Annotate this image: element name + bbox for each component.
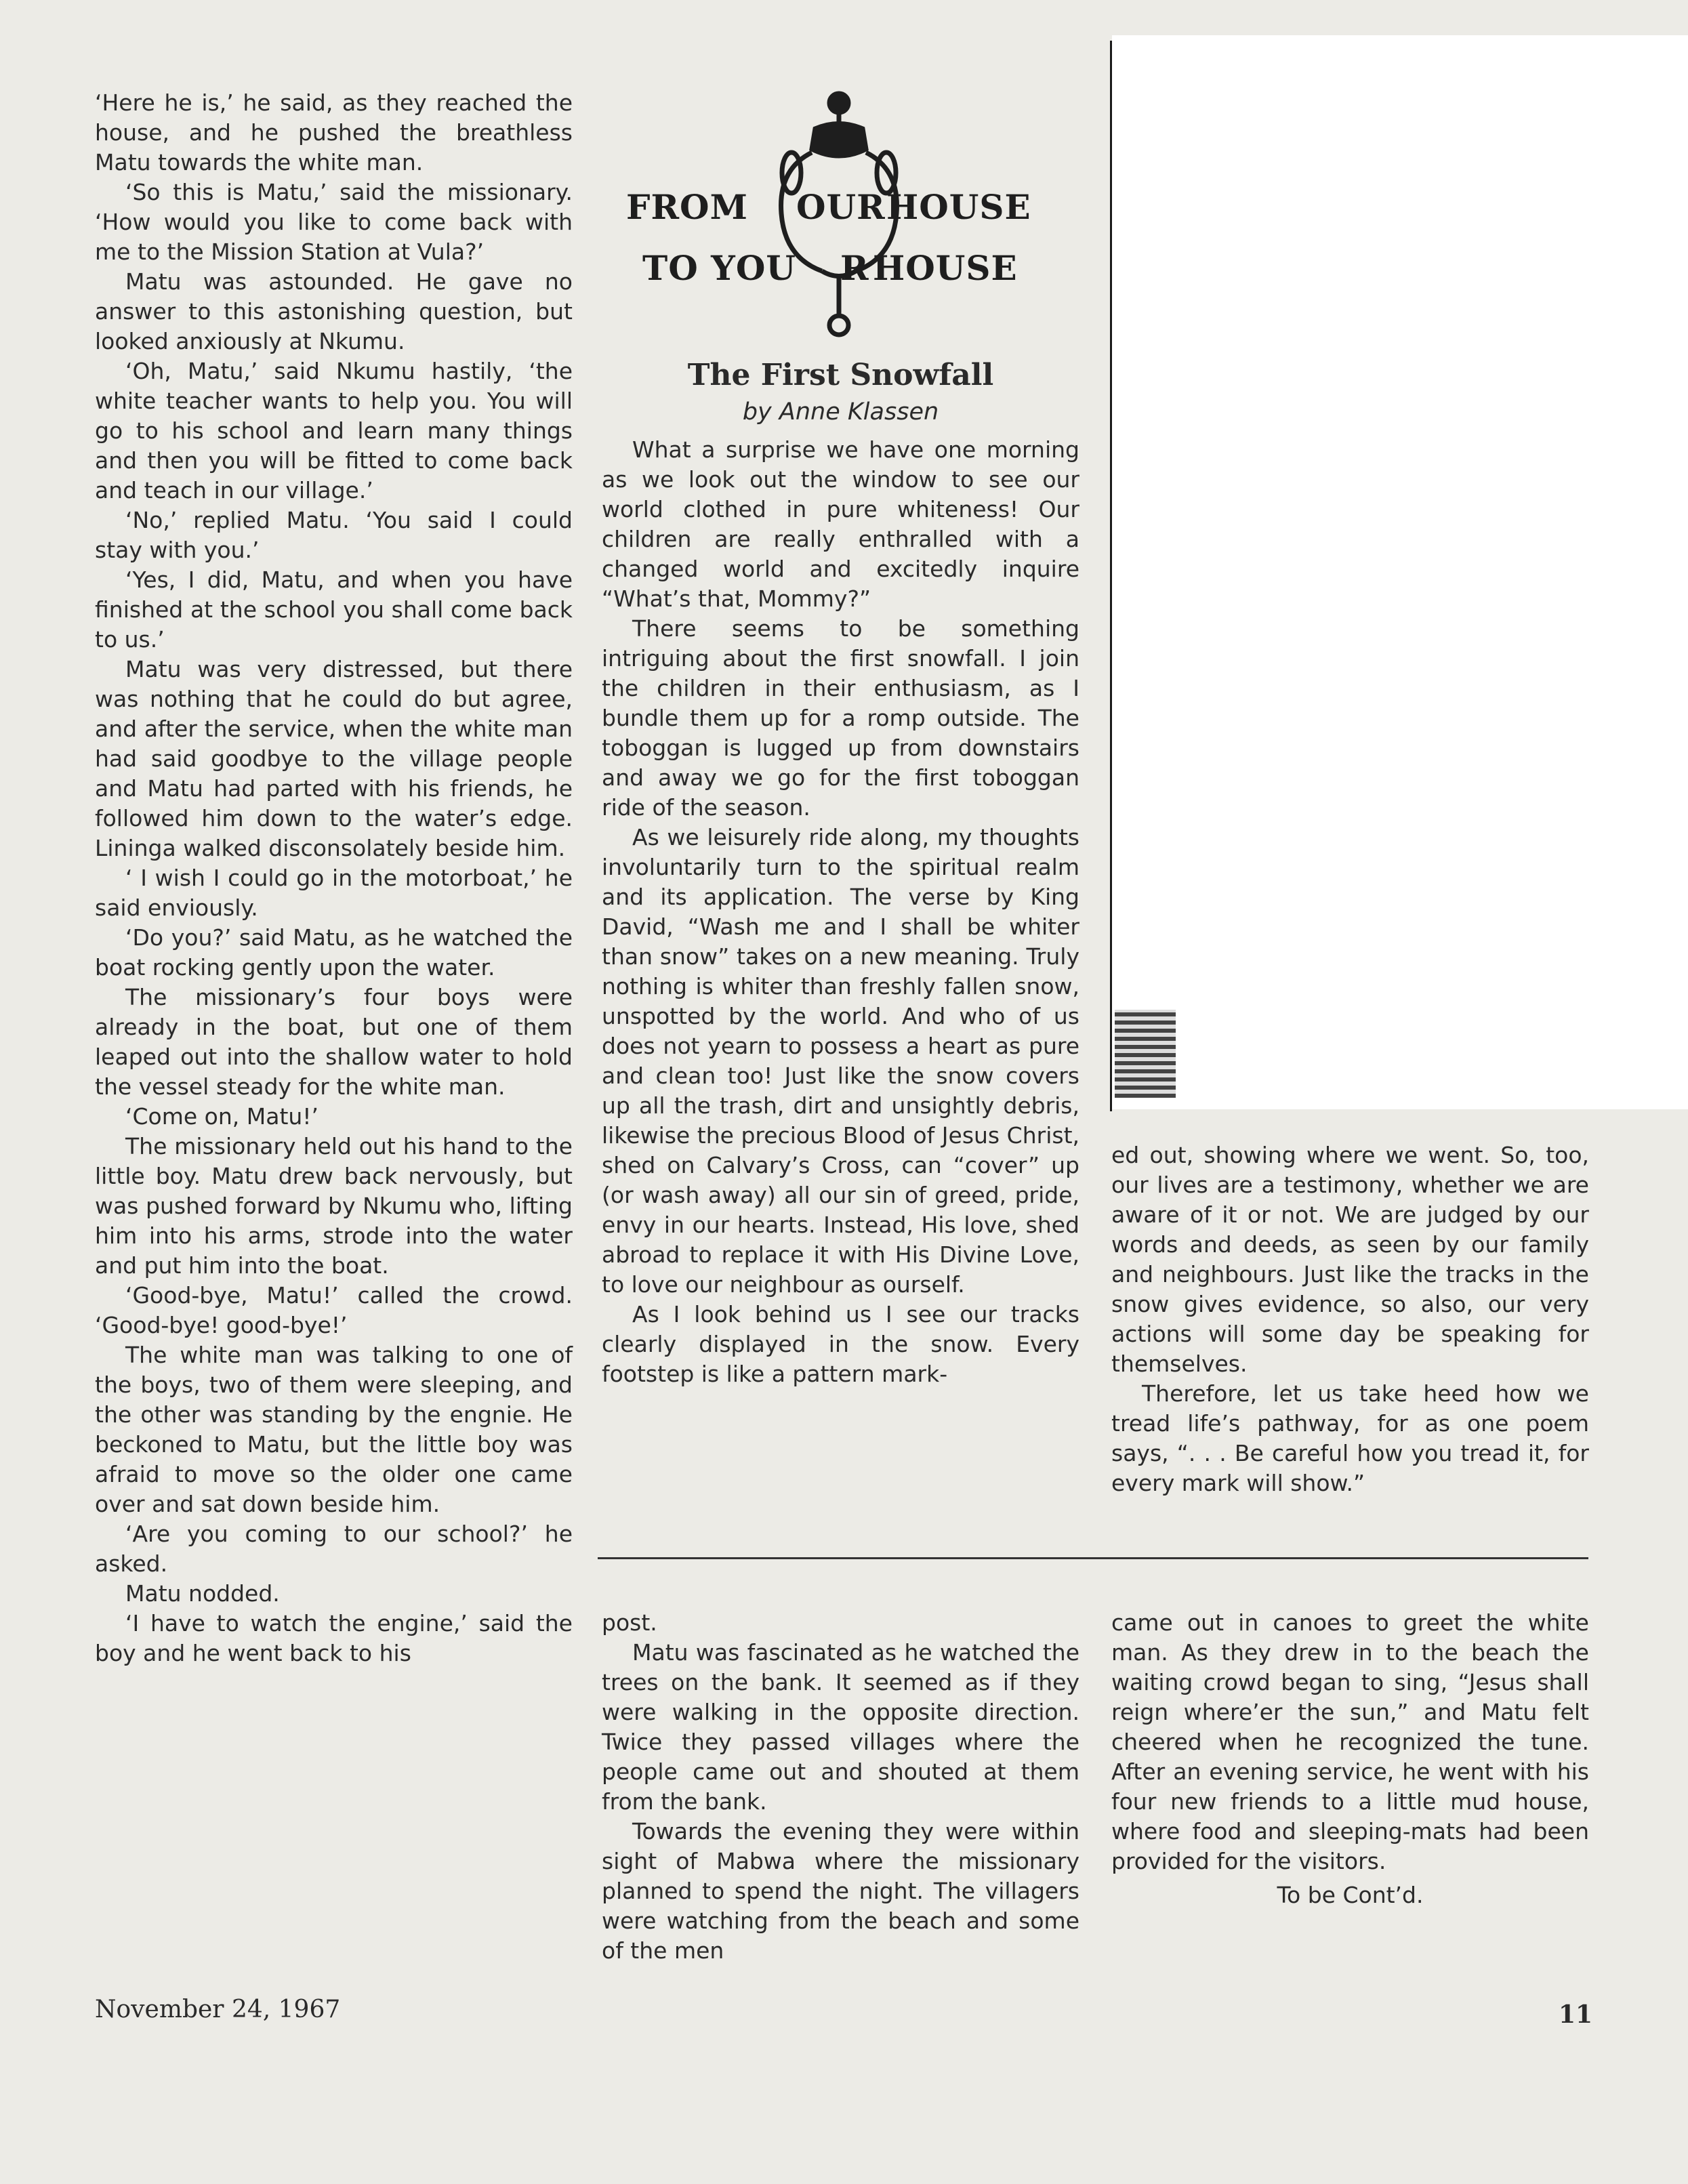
header-to-you: TO YOU: [642, 248, 797, 288]
header-from: FROM: [626, 187, 748, 227]
paragraph: ‘Yes, I did, Matu, and when you have finished at the school you shall come back to us.’: [95, 566, 573, 653]
page-edge-line: [1110, 41, 1112, 1111]
header-knocker-r: R: [840, 248, 869, 288]
left-column: [95, 88, 573, 1668]
header-house-2: HOUSE: [873, 248, 1018, 288]
paragraph: ‘No,’ replied Matu. ‘You said I could stay with you.’: [95, 507, 573, 563]
paragraph: Therefore, let us take heed how we tread life’s pathway, for as one poem says, “. . . Be careful how you tread it, for every mark will show.”: [1111, 1380, 1589, 1496]
paragraph: As I look behind us I see our tracks clearly displayed in the snow. Every footstep is like a pattern mark-: [602, 1301, 1079, 1387]
paragraph: The missionary held out his hand to the little boy. Matu drew back nervously, but was pushed forward by Nkumu who, lifting him into his arms, strode into the water and put him into the boat.: [95, 1133, 573, 1279]
paragraph: The white man was talking to one of the boys, two of them were sleeping, and the other was standing by the engnie. He beckoned to Matu, but the little boy was afraid to move so the older one came over and sat down beside him.: [95, 1342, 573, 1517]
paragraph: ‘Oh, Matu,’ said Nkumu hastily, ‘the white teacher wants to help you. You will go to his school and learn many things and then you will be fitted to come back and teach in our village.’: [95, 358, 573, 503]
paragraph: Matu was astounded. He gave no answer to this astonishing question, but looked anxiously at Nkumu.: [95, 268, 573, 354]
paragraph: ‘ I wish I could go in the motorboat,’ he said enviously.: [95, 865, 573, 921]
paragraph: ‘Good-bye, Matu!’ called the crowd. ‘Good-bye! good-bye!’: [95, 1282, 573, 1338]
blank-region: [1112, 35, 1688, 1109]
right-column: [1111, 1140, 1589, 1498]
continued-note: To be Cont’d.: [1277, 1882, 1424, 1908]
paragraph: As we leisurely ride along, my thoughts involuntarily turn to the spiritual realm and its application. The verse by King David, “Wash me and I shall be whiter than snow” takes on a new meaning. Truly nothing is whiter than freshly fallen snow, unspotted by the world. And who of us does not yearn to possess a heart as pure and clean too! Just like the snow covers up all the trash, dirt and unsightly debris, likewise the precious Blood of Jesus Christ, shed on Calvary’s Cross, can “cover” up (or wash away) all our sin of greed, pride, envy in our hearts. Instead, His love, shed abroad to replace it with His Divine Love, to love our neighbour as ourself.: [602, 824, 1079, 1298]
paragraph: The missionary’s four boys were already in the boat, but one of them leaped out into the shallow water to hold the vessel steady for the white man.: [95, 984, 573, 1100]
paragraph: There seems to be something intriguing about the first snowfall. I join the children in their enthusiasm, as I bundle them up for a romp outside. The toboggan is lugged up from downstairs and away we go for the first toboggan ride of the season.: [602, 615, 1079, 821]
middle-column: [602, 435, 1079, 1389]
paragraph: ‘So this is Matu,’ said the missionary. ‘How would you like to come back with me to the Mission Station at Vula?’: [95, 179, 573, 265]
paragraph: ‘Here he is,’ he said, as they reached the house, and he pushed the breathless Matu towards the white man.: [95, 89, 573, 176]
issue-date: November 24, 1967: [95, 1996, 341, 2023]
paragraph: Matu nodded.: [125, 1580, 280, 1607]
paragraph: ‘I have to watch the engine,’ said the boy and he went back to his: [95, 1610, 573, 1666]
paragraph: Matu was fascinated as he watched the trees on the bank. It seemed as if they were walking in the opposite direction. Twice they passed villages where the people came out and shouted at them from the bank.: [602, 1639, 1079, 1815]
paragraph: ‘Come on, Matu!’: [125, 1103, 319, 1130]
bottom-middle-column: [602, 1608, 1079, 1966]
paragraph: post.: [602, 1609, 657, 1636]
paragraph: ‘Do you?’ said Matu, as he watched the boat rocking gently upon the water.: [95, 924, 573, 981]
paragraph: Matu was very distressed, but there was nothing that he could do but agree, and after the service, when the white man had said goodbye to the village people and Matu had parted with his friends, he followed him down to the water’s edge. Lininga walked disconsolately beside him.: [95, 656, 573, 861]
header-knocker-our: OUR: [796, 187, 886, 227]
paragraph: came out in canoes to greet the white man. As they drew in to the beach the waiting crowd began to sing, “Jesus shall reign where’er the sun,” and Matu felt cheered when he recognized the tune. After an evening service, he went with his four new friends to a little mud house, where food and sleeping-mats had been provided for the visitors.: [1111, 1609, 1589, 1874]
story-byline: by Anne Klassen: [742, 398, 939, 426]
print-smudge: [1115, 1010, 1176, 1098]
paragraph: What a surprise we have one morning as we look out the window to see our world clothed in pure whiteness! Our children are really enthralled with a changed world and excitedly inquire “What’s that, Mommy?”: [602, 436, 1079, 612]
paragraph: Towards the evening they were within sight of Mabwa where the missionary planned to spend the night. The villagers were watching from the beach and some of the men: [602, 1818, 1079, 1964]
paragraph: ‘Are you coming to our school?’ he asked.: [95, 1521, 573, 1577]
paragraph: ed out, showing where we went. So, too, our lives are a testimony, whether we are aware of it or not. We are judged by our words and deeds, as seen by our family and neighbours. Just like the tracks in the snow gives evidence, so also, our very actions will some day be speaking for themselves.: [1111, 1142, 1589, 1377]
section-divider: [598, 1557, 1588, 1559]
story-title: The First Snowfall: [687, 358, 994, 392]
bottom-right-column: [1111, 1608, 1589, 1910]
header-house-1: HOUSE: [886, 187, 1031, 227]
page-number: 11: [1559, 2000, 1593, 2029]
